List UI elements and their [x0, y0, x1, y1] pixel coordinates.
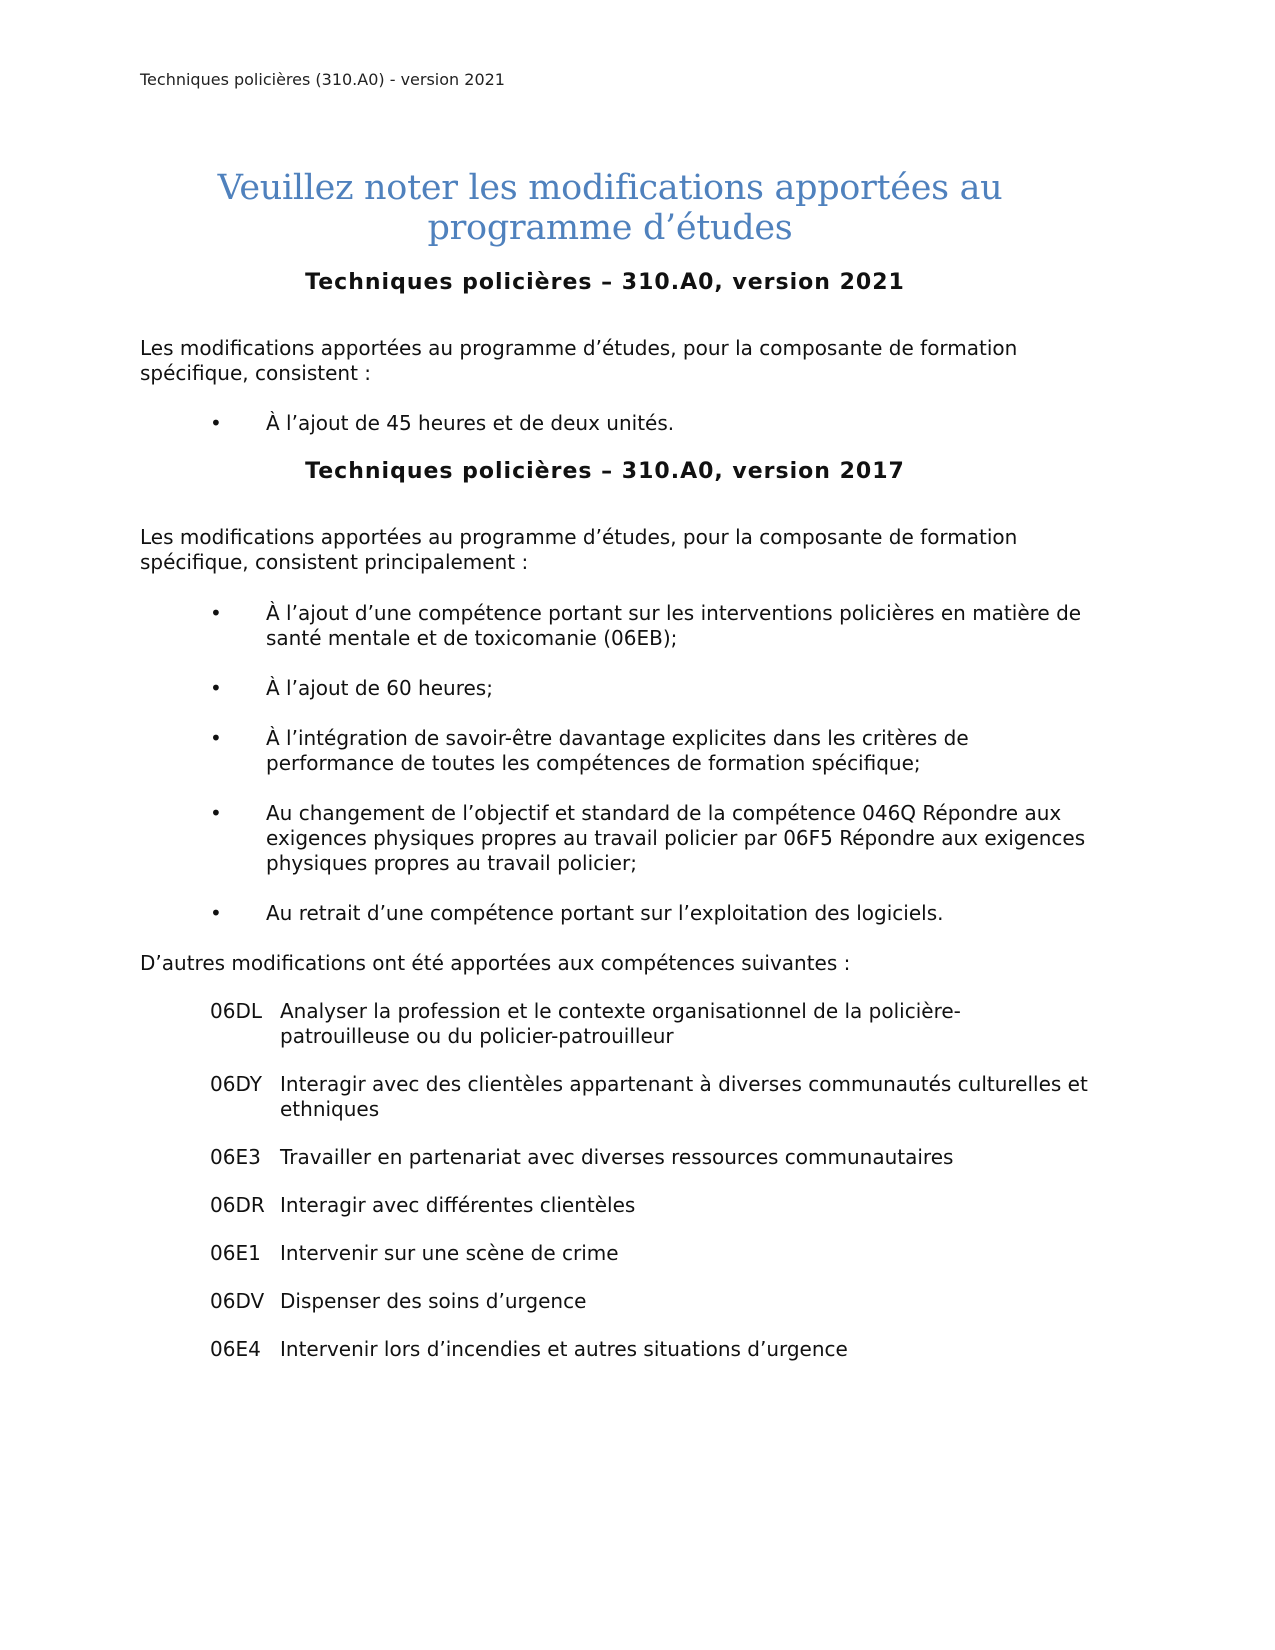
- competency-item: [210, 1193, 1090, 1218]
- competency-code: 06DY: [210, 1072, 262, 1096]
- list-item-text: Au retrait d’une compétence portant sur l’exploitation des logiciels.: [266, 901, 944, 925]
- bullet-icon: •: [210, 676, 222, 700]
- page-title: Veuillez noter les modifications apportées au programme d’études: [217, 168, 1003, 248]
- list-item-text: À l’intégration de savoir-être davantage explicites dans les critères de performance de toutes les compétences de formation spécifique;: [266, 726, 969, 775]
- list-item-text: À l’ajout d’une compétence portant sur les interventions policières en matière de santé mentale et de toxicomanie (06EB);: [266, 601, 1082, 650]
- list-item: [140, 901, 1100, 926]
- competency-label: Interagir avec des clientèles appartenant à diverses communautés culturelles et ethniques: [280, 1072, 1088, 1121]
- list-item: [140, 601, 1100, 651]
- competency-item: [210, 1337, 1090, 1362]
- competency-code: 06DV: [210, 1289, 265, 1313]
- list-item-text: Au changement de l’objectif et standard de la compétence 046Q Répondre aux exigences physiques propres au travail policier par 06F5 Répondre aux exigences physiques propres au travail policier;: [266, 801, 1086, 875]
- section-heading-2017: Techniques policières – 310.A0, version 2017: [305, 459, 905, 484]
- competency-code: 06E4: [210, 1337, 261, 1361]
- section-2017-intro: Les modifications apportées au programme d’études, pour la composante de formation spécifique, consistent principalement :: [140, 525, 1018, 574]
- competency-label: Travailler en partenariat avec diverses ressources communautaires: [280, 1145, 954, 1169]
- list-item-text: À l’ajout de 60 heures;: [266, 676, 493, 700]
- other-modifications-intro: D’autres modifications ont été apportées aux compétences suivantes :: [140, 951, 851, 975]
- list-item: [140, 801, 1100, 876]
- list-item-text: À l’ajout de 45 heures et de deux unités.: [266, 411, 675, 435]
- running-header: Techniques policières (310.A0) - version 2021: [140, 70, 505, 89]
- list-item: [140, 676, 1100, 701]
- competency-label: Intervenir sur une scène de crime: [280, 1241, 619, 1265]
- section-heading-2021: Techniques policières – 310.A0, version 2021: [305, 270, 905, 295]
- competency-code: 06E1: [210, 1241, 261, 1265]
- competency-label: Dispenser des soins d’urgence: [280, 1289, 587, 1313]
- competency-item: [210, 1145, 1090, 1170]
- competency-code: 06E3: [210, 1145, 261, 1169]
- bullet-icon: •: [210, 726, 222, 750]
- list-item: [140, 726, 1100, 776]
- competency-label: Intervenir lors d’incendies et autres situations d’urgence: [280, 1337, 848, 1361]
- competency-item: [210, 999, 1090, 1049]
- list-item: [140, 411, 1100, 436]
- bullet-icon: •: [210, 801, 222, 825]
- competency-list: [210, 999, 1090, 1385]
- section-2021-bullet-list: [140, 411, 1100, 461]
- competency-code: 06DR: [210, 1193, 265, 1217]
- bullet-icon: •: [210, 601, 222, 625]
- competency-label: Interagir avec différentes clientèles: [280, 1193, 636, 1217]
- competency-item: [210, 1289, 1090, 1314]
- section-2017-bullet-list: [140, 601, 1100, 951]
- competency-label: Analyser la profession et le contexte organisationnel de la policière-patrouilleuse ou du policier-patrouilleur: [280, 999, 961, 1048]
- bullet-icon: •: [210, 901, 222, 925]
- competency-code: 06DL: [210, 999, 262, 1023]
- competency-item: [210, 1241, 1090, 1266]
- section-2021-intro: Les modifications apportées au programme d’études, pour la composante de formation spécifique, consistent :: [140, 336, 1018, 385]
- bullet-icon: •: [210, 411, 222, 435]
- competency-item: [210, 1072, 1090, 1122]
